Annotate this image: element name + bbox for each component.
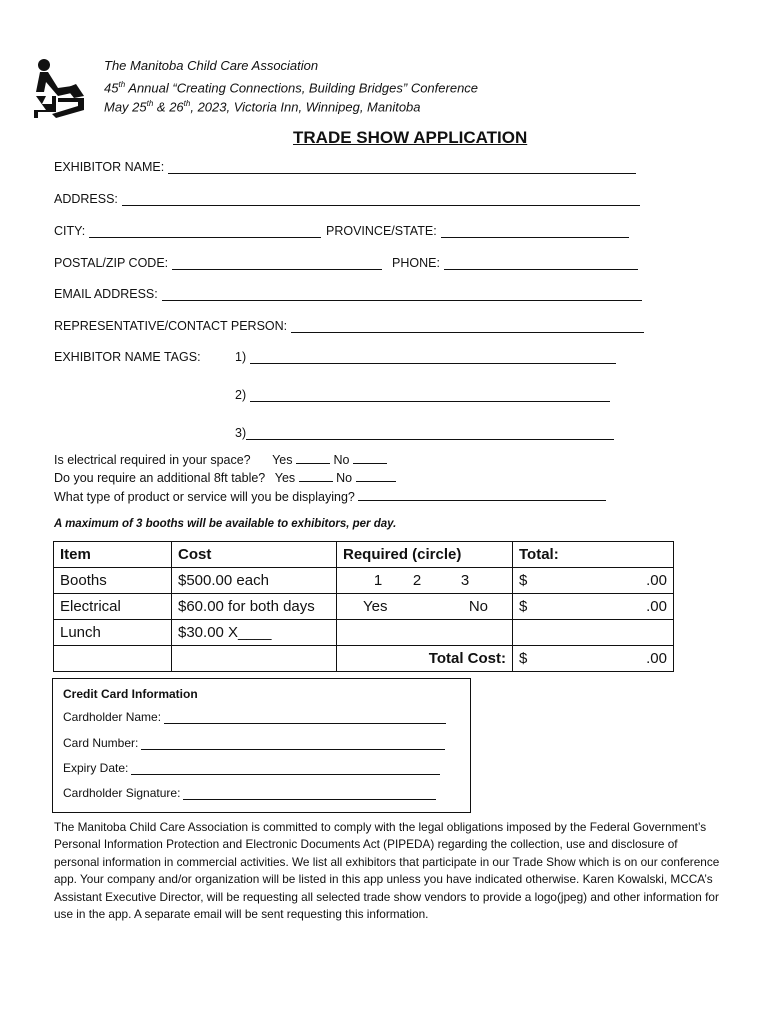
city-field[interactable]: CITY: (54, 224, 321, 238)
header-date-location: May 25th & 26th, 2023, Victoria Inn, Winnipeg, Manitoba (104, 99, 421, 115)
electrical-no-blank[interactable] (353, 452, 387, 464)
booths-cost: $500.00 each (172, 568, 337, 594)
electrical-yes-blank[interactable] (296, 452, 330, 464)
lunch-item: Lunch (54, 620, 172, 646)
phone-field[interactable]: PHONE: (392, 256, 638, 270)
lunch-total[interactable] (513, 620, 674, 646)
postal-field[interactable]: POSTAL/ZIP CODE: (54, 256, 382, 270)
cardholder-signature-field[interactable]: Cardholder Signature: (63, 786, 436, 800)
header-required: Required (circle) (337, 542, 513, 568)
product-blank[interactable] (358, 489, 606, 501)
electrical-total[interactable]: $ .00 (513, 594, 674, 620)
electrical-cost: $60.00 for both days (172, 594, 337, 620)
booths-required[interactable]: 1 2 3 (337, 568, 513, 594)
table-no-blank[interactable] (356, 470, 396, 482)
table-row (54, 620, 674, 646)
lunch-required[interactable] (337, 620, 513, 646)
table-row (54, 594, 674, 620)
electrical-required[interactable]: Yes No (337, 594, 513, 620)
table-row (54, 568, 674, 594)
total-cost-label: Total Cost: (337, 646, 513, 672)
name-tag-3-field[interactable]: 3) (235, 426, 614, 440)
table-header-row (54, 542, 674, 568)
electrical-item: Electrical (54, 594, 172, 620)
table-row (54, 646, 674, 672)
electrical-question: Is electrical required in your space? Yes No (54, 452, 387, 467)
representative-field[interactable]: REPRESENTATIVE/CONTACT PERSON: (54, 319, 644, 333)
header-item: Item (54, 542, 172, 568)
province-field[interactable]: PROVINCE/STATE: (326, 224, 629, 238)
booths-total[interactable]: $ .00 (513, 568, 674, 594)
header-org: The Manitoba Child Care Association (104, 58, 319, 73)
exhibitor-name-field[interactable]: EXHIBITOR NAME: (54, 160, 636, 174)
total-cost-value[interactable]: $ .00 (513, 646, 674, 672)
max-booths-note: A maximum of 3 booths will be available to exhibitors, per day. (54, 518, 397, 530)
cardholder-name-field[interactable]: Cardholder Name: (63, 710, 446, 724)
table-yes-blank[interactable] (299, 470, 333, 482)
header-total: Total: (513, 542, 674, 568)
booths-item: Booths (54, 568, 172, 594)
address-field[interactable]: ADDRESS: (54, 192, 640, 206)
credit-card-box (52, 678, 471, 813)
total-blank-1 (54, 646, 172, 672)
header-cost: Cost (172, 542, 337, 568)
credit-card-title: Credit Card Information (63, 687, 198, 701)
privacy-notice: The Manitoba Child Care Association is committed to comply with the legal obligations imposed by the Federal Government’s Personal Information Protection and Electronic Documents Act (PIPEDA) regarding the collection, use and disclosure of personal information in commercial activities. We list all exhibitors that participate in our Trade Show which is on our conference app. Your company and/or organization will be listed in this app unless you have indicated otherwise. Karen Kowalski, MCCA’s Assistant Executive Director, will be requesting all selected trade show vendors to provide a logo(jpeg) and other information for use in the app. A separate email will be sent requesting this information. (54, 820, 720, 922)
fee-table (53, 541, 674, 672)
name-tag-1-field[interactable]: 1) (235, 350, 616, 364)
total-blank-2 (172, 646, 337, 672)
table-question: Do you require an additional 8ft table? Yes No (54, 470, 396, 485)
mcca-logo-icon (32, 58, 88, 122)
header-conference: 45th Annual “Creating Connections, Building Bridges” Conference (104, 80, 479, 96)
email-field[interactable]: EMAIL ADDRESS: (54, 287, 642, 301)
card-number-field[interactable]: Card Number: (63, 736, 445, 750)
page-title: TRADE SHOW APPLICATION (293, 128, 528, 147)
product-question: What type of product or service will you be displaying? (54, 489, 606, 504)
lunch-cost[interactable]: $30.00 X____ (172, 620, 337, 646)
expiry-date-field[interactable]: Expiry Date: (63, 761, 440, 775)
name-tag-2-field[interactable]: 2) (235, 388, 610, 402)
name-tags-label: EXHIBITOR NAME TAGS: (54, 350, 201, 364)
